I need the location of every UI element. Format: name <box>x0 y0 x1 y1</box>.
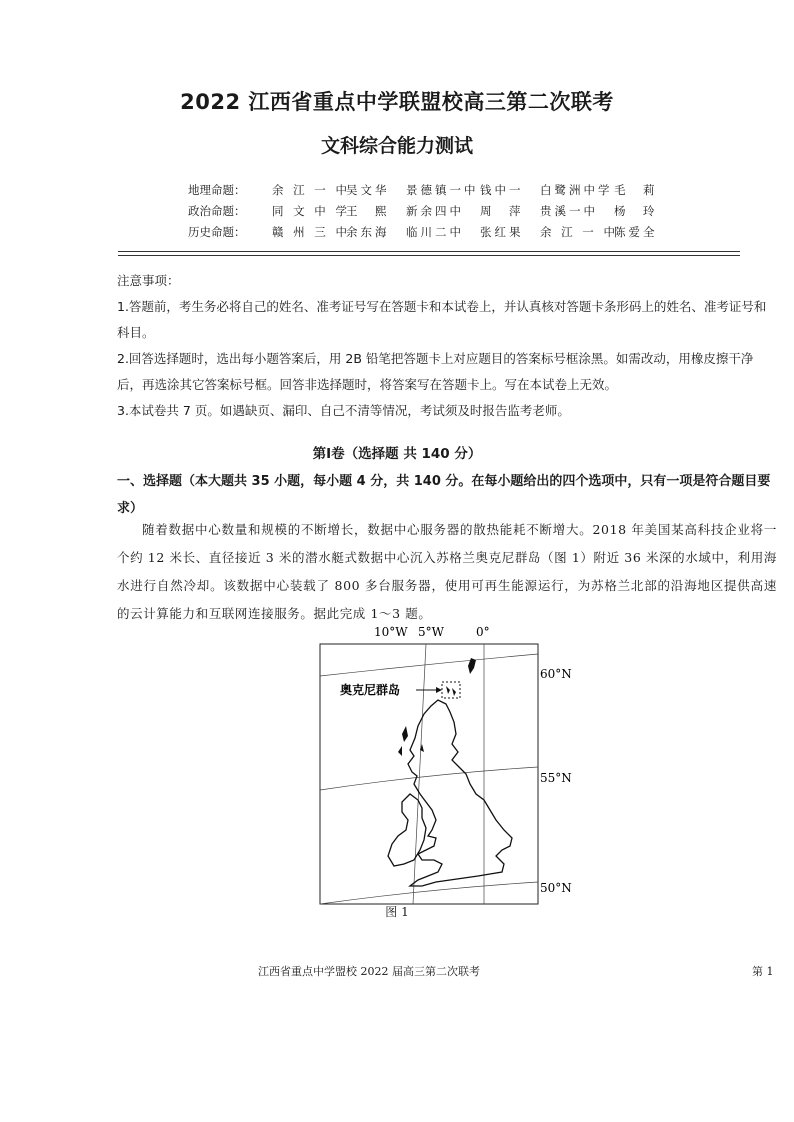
divider-line <box>118 255 740 256</box>
notes-block <box>117 268 777 424</box>
section-title: 第Ⅰ卷（选择题 共 140 分） <box>312 446 482 462</box>
author-school: 临川二中 <box>406 225 464 239</box>
authors-label: 政治命题： <box>188 204 246 218</box>
lat-label: 60°N <box>540 667 572 681</box>
authors-block <box>188 180 674 243</box>
author-name: 王 熙 <box>346 204 390 218</box>
island-shape <box>398 746 402 756</box>
authors-label: 地理命题： <box>188 183 246 197</box>
author-school: 景德镇一中 <box>406 183 479 197</box>
arrow-head <box>436 687 442 693</box>
great-britain-shape <box>408 700 512 886</box>
author-school: 白鹭洲中学 <box>540 183 613 197</box>
authors-label: 历史命题： <box>188 225 246 239</box>
part-title: 一、选择题（本大题共 35 小题，每小题 4 分，共 140 分。在每小题给出的四个选项中，只有一项是符合题目要求） <box>117 474 771 516</box>
page-number: 第 1 <box>752 965 774 978</box>
graticule-line <box>320 654 538 676</box>
lon-label: 10°W <box>374 625 408 639</box>
author-name: 陈爱全 <box>614 225 658 239</box>
author-school: 余 江 一 中 <box>540 225 618 239</box>
lon-label: 0° <box>476 625 490 639</box>
lat-label: 55°N <box>540 771 572 785</box>
author-school: 赣 州 三 中 <box>272 225 350 239</box>
author-name: 吴文华 <box>346 183 390 197</box>
authors-row-politics <box>188 201 674 222</box>
author-name: 张红果 <box>480 225 524 239</box>
page-footer: 江西省重点中学盟校 2022 届高三第二次联考 <box>258 965 480 978</box>
orkney-islands-shape <box>446 686 456 696</box>
figure-caption: 图 1 <box>385 905 409 919</box>
authors-row-history <box>188 222 674 243</box>
island-shape <box>402 726 408 742</box>
island-label: 奥克尼群岛 <box>340 683 401 697</box>
question-intro: 随着数据中心数量和规模的不断增长，数据中心服务器的散热能耗不断增大。2018 年美国某高科技企业将一个约 12 米长、直径接近 3 米的潜水艇式数据中心沉入苏格兰奥克尼群岛（图 1）附近 36 米深的水域中，利用海水进行自然冷却。该数据中心装载了 800 多台服务器，使用可再生能源运行，为苏格兰北部的沿海地区提供高速的云计算能力和互联网连接服务。据此完成 1～3 题。 <box>117 522 777 621</box>
author-name: 毛 莉 <box>614 183 658 197</box>
note-item: 1.答题前，考生务必将自己的姓名、准考证号写在答题卡和本试卷上，并认真核对答题卡条形码上的姓名、准考证号和科目。 <box>117 299 767 340</box>
author-school: 贵溪一中 <box>540 204 598 218</box>
exam-subtitle: 文科综合能力测试 <box>320 135 473 157</box>
author-school: 新余四中 <box>406 204 464 218</box>
author-name: 周 萍 <box>480 204 524 218</box>
author-name: 杨 玲 <box>614 204 658 218</box>
notes-heading: 注意事项： <box>117 273 180 288</box>
lat-label: 50°N <box>540 881 572 895</box>
author-school: 同 文 中 学 <box>272 204 350 218</box>
orkney-highlight-box <box>442 682 460 698</box>
author-school: 余 江 一 中 <box>272 183 350 197</box>
note-item: 3.本试卷共 7 页。如遇缺页、漏印、自己不清等情况，考试须及时报告监考老师。 <box>117 403 570 418</box>
note-item: 2.回答选择题时，选出每小题答案后，用 2B 铅笔把答题卡上对应题目的答案标号框涂黑。如需改动，用橡皮擦干净后，再选涂其它答案标号框。回答非选择题时，将答案写在答题卡上。写在本试卷上无效。 <box>117 351 754 392</box>
divider-line <box>118 251 740 252</box>
lon-label: 5°W <box>418 625 444 639</box>
graticule-line <box>320 767 538 790</box>
exam-title: 2022 江西省重点中学联盟校高三第二次联考 <box>180 90 614 114</box>
author-name: 余东海 <box>346 225 390 239</box>
ireland-shape <box>388 794 426 866</box>
figure-map <box>318 624 608 924</box>
author-name: 钱中一 <box>480 183 524 197</box>
graticule-line <box>320 882 538 904</box>
authors-row-geography <box>188 180 674 201</box>
